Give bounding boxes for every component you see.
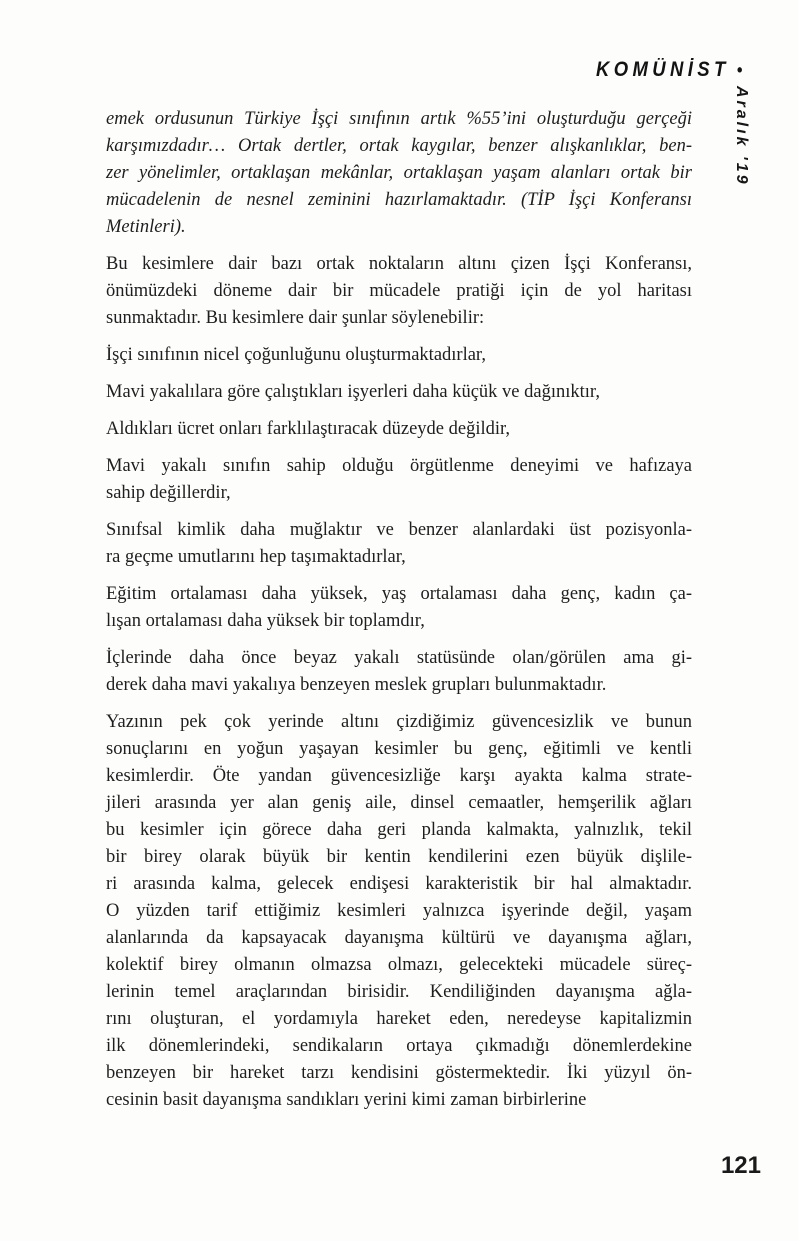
text-line: bir birey olarak büyük bir kentin kendilerini ezen büyük dişlile- bbox=[106, 847, 692, 867]
paragraph bbox=[106, 416, 692, 443]
journal-title: KOMÜNİST bbox=[595, 58, 730, 81]
text-line: bu kesimler için görece daha geri planda kalmakta, yalnızlık, tekil bbox=[106, 820, 692, 840]
paragraph bbox=[106, 645, 692, 699]
issue-label: Aralık '19 bbox=[733, 86, 750, 187]
paragraph bbox=[106, 453, 692, 507]
text-line: Eğitim ortalaması daha yüksek, yaş ortalaması daha genç, kadın ça- bbox=[106, 584, 692, 604]
text-line: derek daha mavi yakalıya benzeyen meslek grupları bulunmaktadır. bbox=[106, 675, 607, 695]
text-line: ra geçme umutlarını hep taşımaktadırlar, bbox=[106, 547, 406, 567]
text-line: zer yönelimler, ortaklaşan mekânlar, ortaklaşan yaşam alanları ortak bir bbox=[106, 163, 692, 183]
paragraph bbox=[106, 709, 692, 1114]
text-line: sonuçlarını en yoğun yaşayan kesimler bu genç, eğitimli ve kentli bbox=[106, 739, 692, 759]
page-number: 121 bbox=[720, 1152, 761, 1179]
text-line: alanlarında da kapsayacak dayanışma kültürü ve dayanışma ağları, bbox=[106, 928, 692, 948]
text-line: önümüzdeki döneme dair bir mücadele pratiği için de yol haritası bbox=[106, 281, 692, 301]
text-line: ilk dönemlerindeki, sendikaların ortaya çıkmadığı dönemlerdekine bbox=[106, 1036, 692, 1056]
text-line: sunmaktadır. Bu kesimlere dair şunlar söylenebilir: bbox=[106, 308, 485, 328]
paragraph bbox=[106, 581, 692, 635]
paragraph bbox=[106, 106, 692, 241]
text-line: Aldıkları ücret onları farklılaştıracak düzeyde değildir, bbox=[106, 419, 511, 439]
paragraph bbox=[106, 251, 692, 332]
page-header bbox=[596, 58, 742, 82]
text-line: jileri arasında yer alan geniş aile, dinsel cemaatler, hemşerilik ağları bbox=[106, 793, 692, 813]
paragraph bbox=[106, 517, 692, 571]
text-line: Metinleri). bbox=[106, 217, 186, 237]
text-line: rını oluşturan, el yordamıyla hareket eden, neredeyse kapitalizmin bbox=[106, 1009, 692, 1029]
text-line: O yüzden tarif ettiğimiz kesimleri yalnızca işyerinde değil, yaşam bbox=[106, 901, 692, 921]
bullet-icon: • bbox=[736, 59, 742, 80]
text-line: benzeyen bir hareket tarzı kendisini göstermektedir. İki yüzyıl ön- bbox=[106, 1063, 692, 1083]
text-line: İçlerinde daha önce beyaz yakalı statüsünde olan/görülen ama gi- bbox=[106, 648, 692, 668]
text-line: Bu kesimlere dair bazı ortak noktaların altını çizen İşçi Konferansı, bbox=[106, 254, 692, 274]
text-line: Mavi yakalılara göre çalıştıkları işyerleri daha küçük ve dağınıktır, bbox=[106, 382, 600, 402]
text-line: mücadelenin de nesnel zeminini hazırlamaktadır. (TİP İşçi Konferansı bbox=[106, 190, 692, 210]
text-line: lışan ortalaması daha yüksek bir toplamdır, bbox=[106, 611, 425, 631]
paragraph bbox=[106, 342, 692, 369]
text-line: kolektif birey olmanın olmazsa olmazı, gelecekteki mücadele süreç- bbox=[106, 955, 692, 975]
text-line: ri arasında kalma, gelecek endişesi karakteristik bir hal almaktadır. bbox=[106, 874, 692, 894]
body-text-block bbox=[106, 106, 692, 1124]
text-line: lerinin temel araçlarından birisidir. Kendiliğinden dayanışma ağla- bbox=[106, 982, 692, 1002]
text-line: Sınıfsal kimlik daha muğlaktır ve benzer alanlardaki üst pozisyonla- bbox=[106, 520, 692, 540]
text-line: Yazının pek çok yerinde altını çizdiğimiz güvencesizlik ve bunun bbox=[106, 712, 692, 732]
text-line: karşımızdadır… Ortak dertler, ortak kaygılar, benzer alışkanlıklar, ben- bbox=[106, 136, 692, 156]
text-line: cesinin basit dayanışma sandıkları yerini kimi zaman birbirlerine bbox=[106, 1090, 587, 1110]
text-line: emek ordusunun Türkiye İşçi sınıfının artık %55’ini oluşturduğu gerçeği bbox=[106, 109, 692, 129]
text-line: Mavi yakalı sınıfın sahip olduğu örgütlenme deneyimi ve hafızaya bbox=[106, 456, 692, 476]
text-line: kesimlerdir. Öte yandan güvencesizliğe karşı ayakta kalma strate- bbox=[106, 766, 692, 786]
paragraph bbox=[106, 379, 692, 406]
text-line: İşçi sınıfının nicel çoğunluğunu oluşturmaktadırlar, bbox=[106, 345, 486, 365]
text-line: sahip değillerdir, bbox=[106, 483, 231, 503]
